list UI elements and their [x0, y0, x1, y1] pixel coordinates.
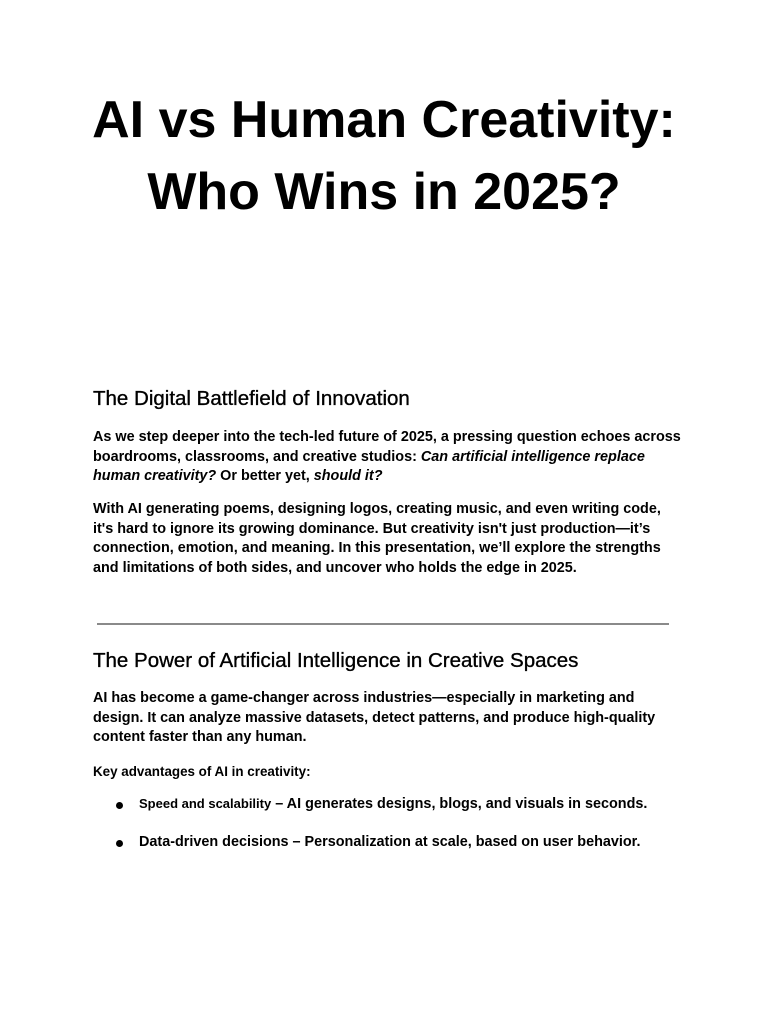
advantages-intro: Key advantages of AI in creativity:: [93, 764, 311, 779]
bullet-lead: Data-driven decisions: [139, 834, 289, 850]
section-heading-digital-battlefield: The Digital Battlefield of Innovation: [93, 387, 410, 410]
document-title: AI vs Human Creativity: Who Wins in 2025?: [92, 91, 676, 221]
bullet-lead: Speed and scalability: [139, 796, 272, 811]
ai-paragraph: AI has become a game-changer across industries—especially in marketing and design. It can analyze massive datasets, detect patterns, and produce high-quality content faster than any human.: [93, 690, 656, 745]
overview-paragraph: With AI generating poems, designing logos, creating music, and even writing code, it's hard to ignore its growing dominance. But creativity isn't just production—it’s connection, emotion, and meaning. In this presentation, we’ll explore the strengths and limitations of both sides, and uncover who holds the edge in 2025.: [93, 501, 661, 576]
list-item: [93, 832, 653, 852]
intro-text: As we step deeper into the tech-led future of 2025, a pressing question echoes across boardrooms, classrooms, and creative studios:: [93, 429, 681, 465]
bullet-icon: [116, 840, 123, 847]
section-heading-ai-power: The Power of Artificial Intelligence in Creative Spaces: [93, 649, 579, 672]
bullet-icon: [116, 802, 123, 809]
intro-mid-text: Or better yet,: [216, 468, 314, 484]
intro-should-emphasis: should it?: [313, 468, 383, 484]
advantages-list: [93, 794, 653, 870]
intro-paragraph: [93, 428, 683, 487]
intro-question-emphasis: Can artificial intelligence replace human creativity?: [93, 448, 645, 484]
section-divider: [97, 623, 669, 625]
bullet-text: – Personalization at scale, based on user behavior.: [288, 834, 641, 850]
bullet-text: – AI generates designs, blogs, and visuals in seconds.: [271, 796, 648, 812]
list-item: [93, 794, 653, 814]
